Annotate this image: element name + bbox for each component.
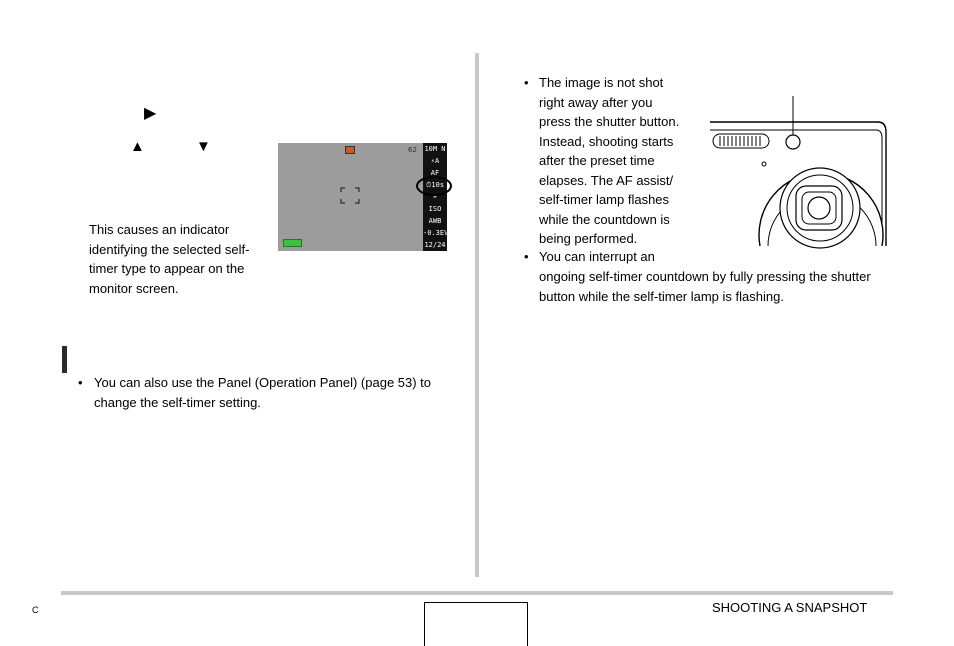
arrow-up-icon: ▲ [130,138,145,155]
af-icon: AF [430,169,440,177]
flash-icon: ⚡A [430,157,440,165]
bullet-dot: • [78,375,83,390]
text-line: being performed. [539,231,638,246]
arrow-right-icon: ▶ [144,105,157,122]
light-icon: ☀ [432,193,438,201]
text-line: elapses. The AF assist/ [539,172,674,188]
column-divider [475,53,479,577]
footer-left-char: C [32,605,39,615]
text-line: You can also use the Panel (Operation Panel) (page 53) to [94,375,432,390]
footer-section-title: SHOOTING A SNAPSHOT [712,600,868,615]
text-line: timer type to appear on the [89,261,245,276]
bullet-interrupt-rest [539,267,899,306]
af-frame-icon [340,187,360,204]
text-line: Instead, shooting starts [539,133,674,149]
text-line: self-timer lamp flashes [539,192,670,207]
date-time-value: 12/24 [424,241,446,249]
self-timer-highlight-circle [416,176,452,196]
text-line: monitor screen. [89,280,179,296]
white-balance-icon: AWB [428,217,442,225]
note-text [94,373,469,412]
text-line: This causes an indicator [89,222,230,237]
text-line: change the self-timer setting. [94,394,261,410]
bullet-dot: • [524,249,529,264]
text-line: The image is not shot [539,75,664,90]
footer-rule [61,591,893,595]
note-marker [62,346,67,373]
battery-icon [283,239,302,247]
camera-illustration [700,92,890,250]
screen-side-panel [423,143,447,251]
iso-icon: ISO [428,205,442,213]
bullet-interrupt-line1: You can interrupt an [539,249,655,264]
text-line: press the shutter button. [539,114,680,129]
image-size-icon: 10M N [424,145,446,153]
bullet-dot: • [524,75,529,90]
text-line: identifying the selected self- [89,241,250,257]
shooting-mode-icon [345,146,355,154]
remaining-shots-count: 62 [408,146,417,154]
text-line: after the preset time [539,153,655,168]
text-line: right away after you [539,94,653,110]
text-line: while the countdown is [539,211,670,227]
monitor-screen-illustration [278,143,447,251]
page-number-box [424,602,528,646]
text-line: button while the self-timer lamp is flashing. [539,288,784,304]
indicator-paragraph [89,220,269,298]
arrow-down-icon: ▼ [196,138,211,155]
self-timer-icon: ⏱10s [425,181,445,189]
ev-shift-value: -0.3EV [423,229,449,237]
text-line: ongoing self-timer countdown by fully pressing the shutter [539,269,871,284]
bullet-shot-delay [539,73,704,249]
